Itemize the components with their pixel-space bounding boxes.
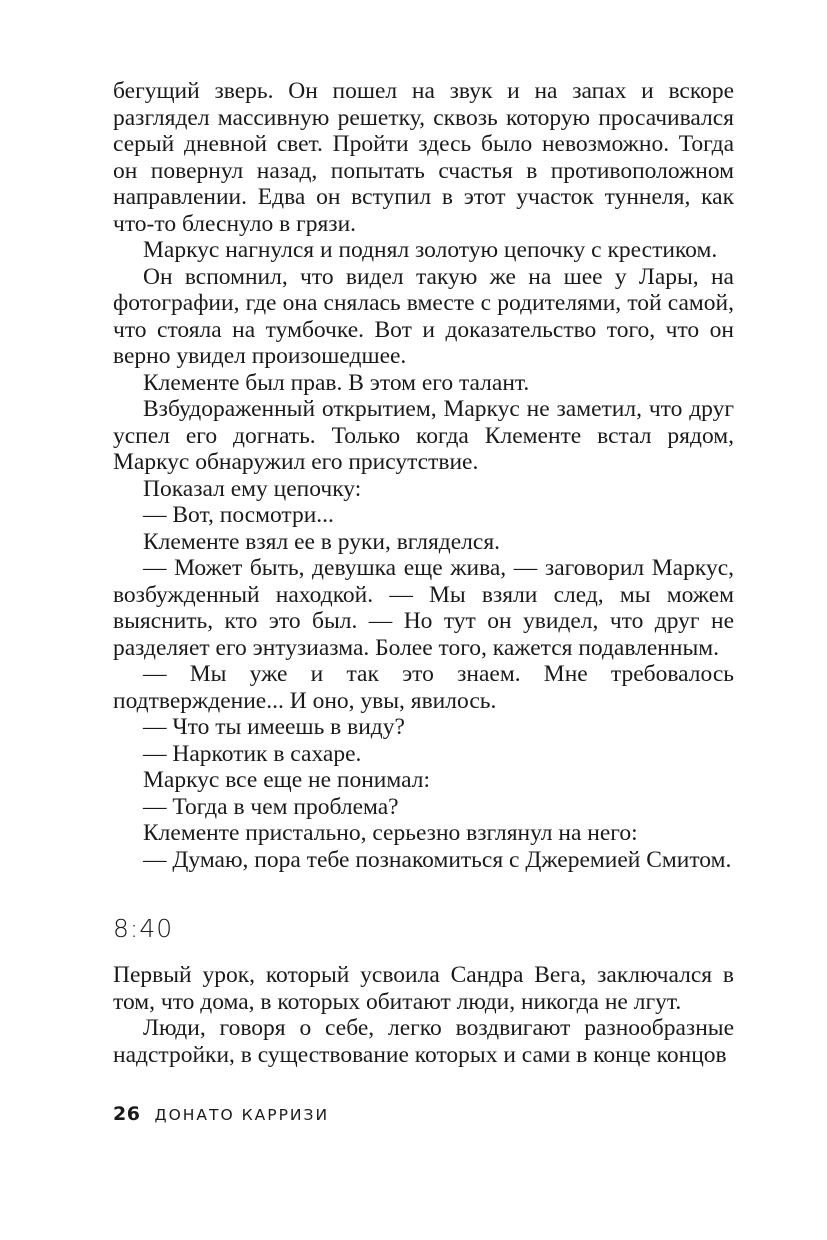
dialogue-line: — Мы уже и так это знаем. Мне требовалось подтверждение... И оно, увы, явилось. <box>113 661 734 714</box>
paragraph: Люди, говоря о себе, легко воздвигают разнообразные надстройки, в существование которых и сами в конце концов <box>113 1015 734 1068</box>
paragraph: Показал ему цепочку: <box>143 475 362 502</box>
paragraph: Клементе взял ее в руки, вгляделся. <box>143 528 501 555</box>
section-time-heading: 8:40 <box>113 914 174 943</box>
paragraph: Первый урок, который усвоила Сандра Вега, заключался в том, что дома, в которых обитают люди, никогда не лгут. <box>113 962 734 1015</box>
paragraph: Взбудораженный открытием, Маркус не заметил, что друг успел его догнать. Только когда Клементе встал рядом, Маркус обнаружил его присутствие. <box>113 396 734 475</box>
section-gap <box>113 873 734 914</box>
dialogue-line: — Тогда в чем проблема? <box>143 793 399 820</box>
running-author: ДОНАТО КАРРИЗИ <box>154 1106 330 1124</box>
page-number: 26 <box>113 1103 141 1125</box>
paragraph: Маркус нагнулся и поднял золотую цепочку с крестиком. <box>143 237 718 263</box>
page-body <box>113 78 734 1068</box>
dialogue-line: — Наркотик в сахаре. <box>143 740 362 767</box>
page-footer <box>113 1103 329 1125</box>
dialogue-line: — Что ты имеешь в виду? <box>143 714 405 740</box>
paragraph: бегущий зверь. Он пошел на звук и на запах и вскоре разглядел массивную решетку, сквозь которую просачивался серый дневной свет. Пройти здесь было невозможно. Тогда он повернул назад, попытать счастья в противоположном направлении. Едва он вступил в этот участок туннеля, как что-то блеснуло в грязи. <box>113 78 734 237</box>
dialogue-line: — Может быть, девушка еще жива, — заговорил Маркус, возбужденный находкой. — Мы взяли след, мы можем выяснить, кто это был. — Но тут он увидел, что друг не разделяет его энтузиазма. Более того, кажется подавленным. <box>113 555 734 661</box>
paragraph: Клементе пристально, серьезно взглянул на него: <box>143 820 638 846</box>
dialogue-line: — Вот, посмотри... <box>143 502 334 528</box>
dialogue-line: — Думаю, пора тебе познакомиться с Джеремией Смитом. <box>143 846 732 873</box>
paragraph: Клементе был прав. В этом его талант. <box>143 369 530 396</box>
paragraph: Он вспомнил, что видел такую же на шее у Лары, на фотографии, где она снялась вместе с родителями, той самой, что стояла на тумбочке. Вот и доказательство того, что он верно увидел произошедшее. <box>113 263 734 369</box>
paragraph: Маркус все еще не понимал: <box>143 767 430 793</box>
